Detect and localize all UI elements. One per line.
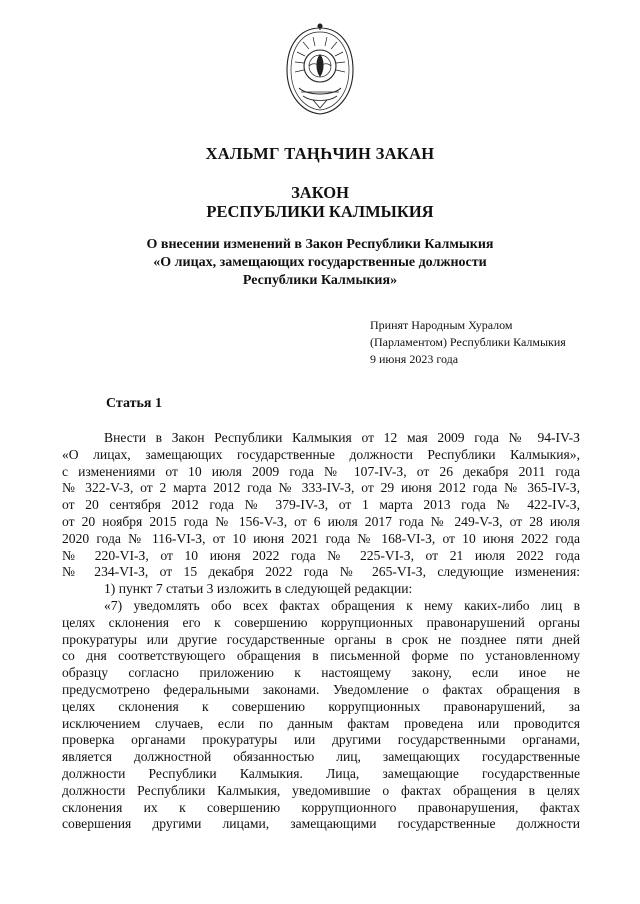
body-line: Внести в Закон Республики Калмыкия от 12 мая 2009 года № 94-IV-З	[104, 430, 580, 445]
body-line: совершения другими лицами, замещающими государственные должности	[62, 816, 580, 832]
law-title-line-2: РЕСПУБЛИКИ КАЛМЫКИЯ	[206, 202, 434, 221]
body-line: целях склонения его к совершению коррупционных правонарушений органы	[62, 614, 580, 630]
body-line: «7) уведомлять обо всех фактах обращения к нему каких-либо лиц в	[104, 597, 580, 613]
body-line: исключением случаев, если по данным фактам проведена или проводится	[62, 715, 580, 731]
adoption-line-2: (Парламентом) Республики Калмыкия	[370, 335, 566, 349]
law-subject-line-2: «О лицах, замещающих государственные должности	[153, 255, 487, 270]
body-line: «О лицах, замещающих государственные должности Республики Калмыкия»,	[62, 446, 580, 462]
kalmyk-law-title: ХАЛЬМГ ТАҢҺЧИН ЗАКАН	[205, 144, 435, 163]
body-line: склонения их к совершению коррупционного правонарушения, фактах	[62, 799, 580, 815]
body-line: является должностной обязанностью лиц, замещающих государственные	[62, 749, 580, 765]
adoption-note	[370, 317, 566, 368]
body-line: должности Республики Калмыкия. Лица, замещающие государственные	[62, 765, 580, 781]
body-line: образцу согласно приложению к настоящему закону, если иное не	[62, 665, 580, 681]
article-title: Статья 1	[106, 396, 162, 411]
body-line: предусмотрено федеральными законами. Уведомление о фактах обращения в	[62, 681, 580, 697]
body-line: 2020 года № 116-VI-З, от 10 июня 2021 года № 168-VI-З, от 10 июня 2022 года	[62, 530, 580, 546]
body-line: 1) пункт 7 статьи 3 изложить в следующей редакции:	[104, 581, 413, 597]
law-subject-line-3: Республики Калмыкия»	[242, 273, 398, 288]
adoption-line-1: Принят Народным Хуралом	[370, 318, 513, 332]
body-line: с изменениями от 10 июля 2009 года № 107-IV-З, от 26 декабря 2011 года	[62, 463, 580, 479]
body-line: прокуратуры или другие государственные органы в срок не позднее пяти дней	[62, 631, 580, 647]
body-line: со дня соответствующего обращения в письменной форме по установленному	[62, 648, 580, 664]
law-title-line-1: ЗАКОН	[291, 183, 349, 202]
body-line: должности Республики Калмыкия, уведомившие о фактах обращения в целях	[62, 782, 580, 798]
body-line: проверка органами прокуратуры или другими государственными органами,	[62, 732, 580, 748]
article-body	[62, 430, 580, 833]
body-line: целях склонения к совершению коррупционных правонарушений, за	[62, 698, 580, 714]
body-line: № 220-VI-З, от 10 июня 2022 года № 225-VI-З, от 21 июля 2022 года	[62, 547, 580, 563]
law-subject-line-1: О внесении изменений в Закон Республики Калмыкия	[146, 237, 494, 252]
adoption-date: 9 июня 2023 года	[370, 352, 459, 366]
body-line: № 234-VI-З, от 15 декабря 2022 года № 265-VI-З, следующие изменения:	[62, 564, 580, 580]
republic-emblem	[283, 22, 357, 120]
body-line: от 20 ноября 2015 года № 156-V-З, от 6 июля 2017 года № 249-V-З, от 28 июля	[62, 513, 580, 529]
body-line: № 322-V-З, от 2 марта 2012 года № 333-IV-З, от 29 июня 2012 года № 365-IV-З,	[62, 480, 580, 496]
body-line: от 20 сентября 2012 года № 379-IV-З, от 1 марта 2013 года № 422-IV-З,	[62, 497, 580, 513]
